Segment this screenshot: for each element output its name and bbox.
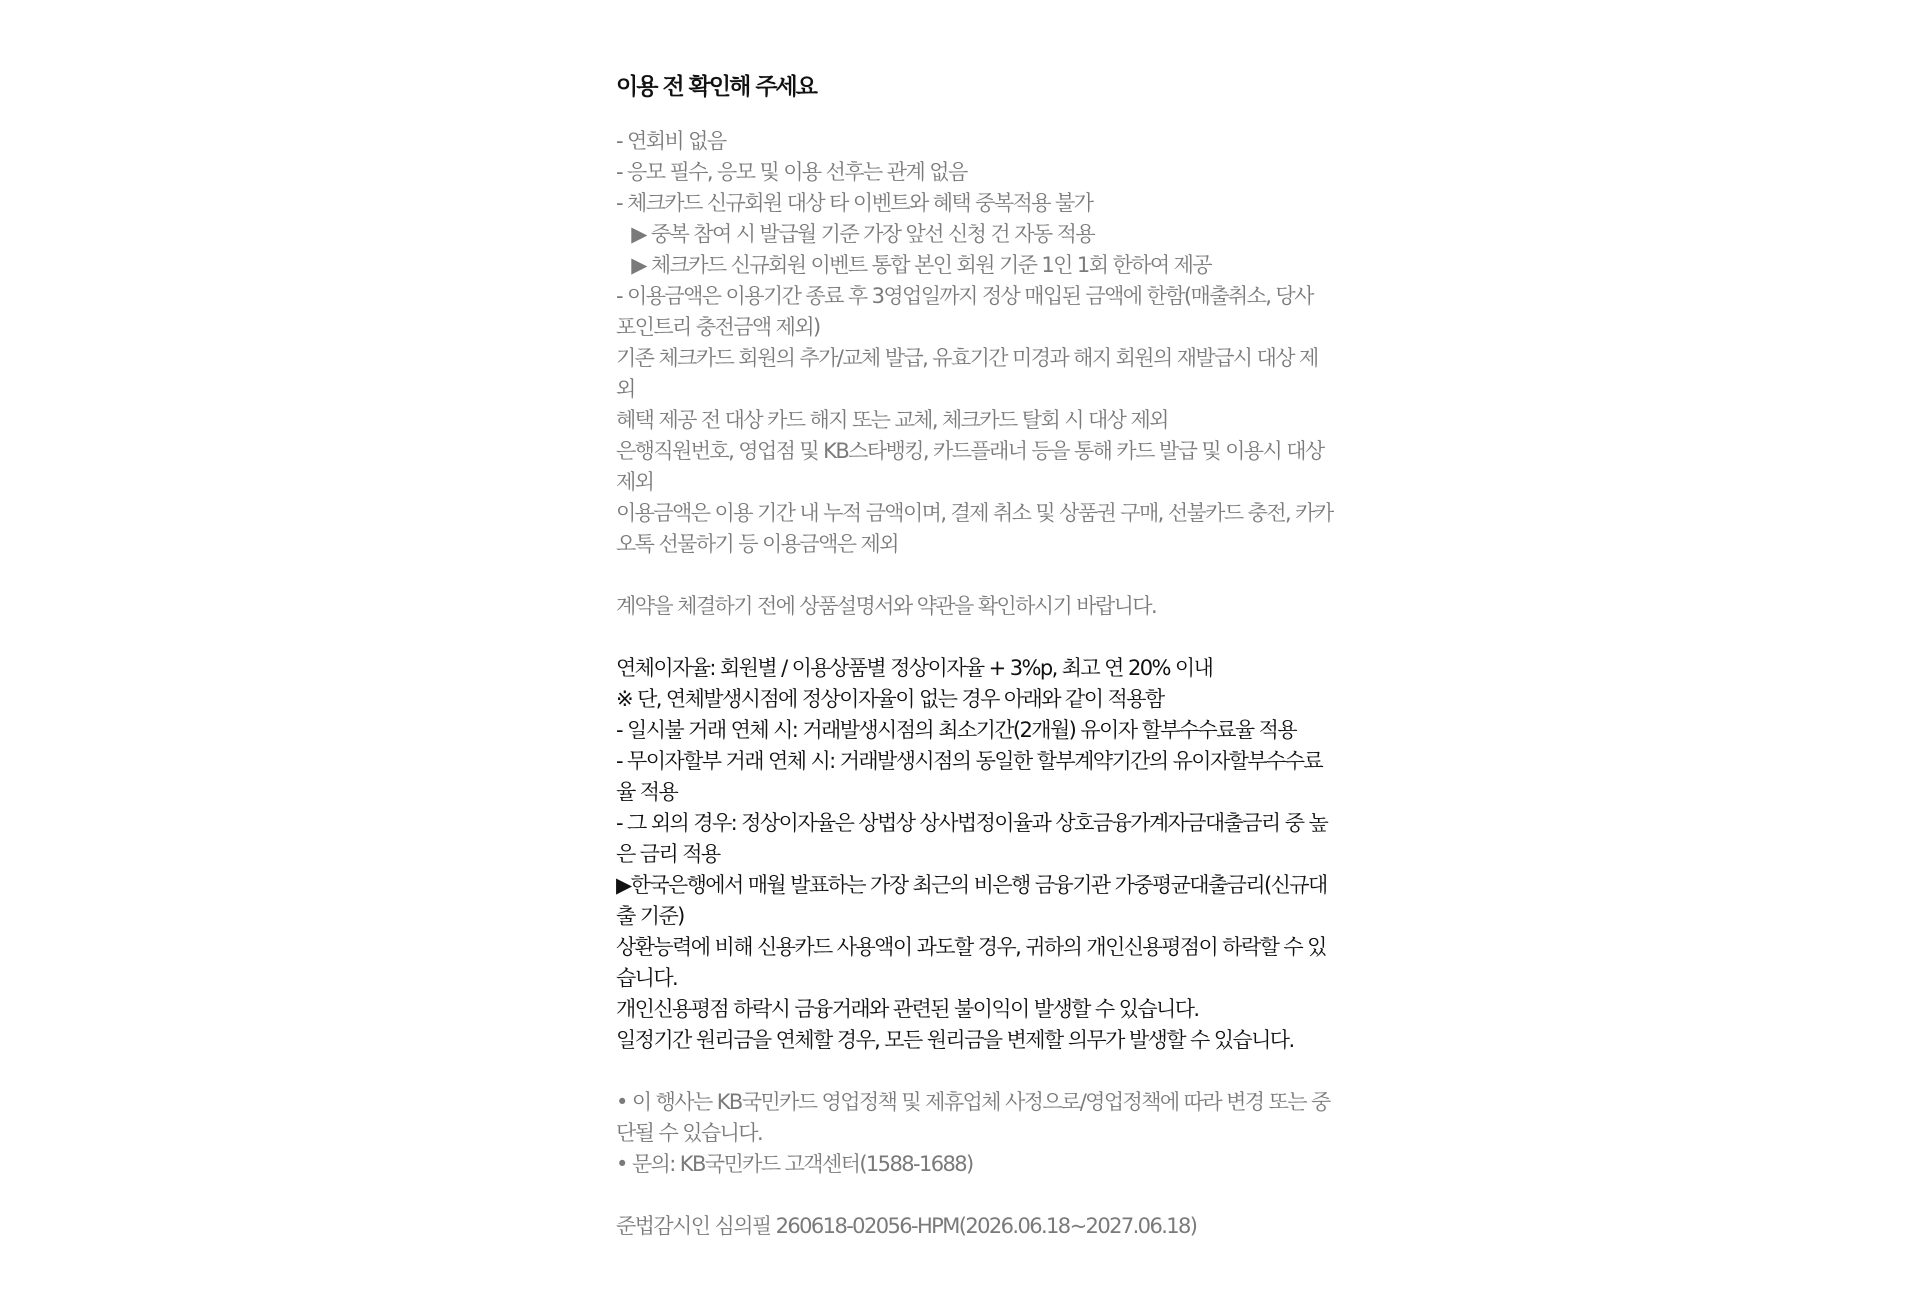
usage-note-item: 이용금액은 이용 기간 내 누적 금액이며, 결제 취소 및 상품권 구매, 선불카드 충전, 카카오톡 선물하기 등 이용금액은 제외	[616, 501, 1333, 556]
usage-note-item: - 이용금액은 이용기간 종료 후 3영업일까지 정상 매입된 금액에 한함(매출취소, 당사 포인트리 충전금액 제외)	[616, 284, 1313, 339]
contract-notice: 계약을 체결하기 전에 상품설명서와 약관을 확인하시기 바랍니다.	[616, 594, 1157, 618]
usage-notes	[616, 126, 1336, 560]
interest-note-item: 일정기간 원리금을 연체할 경우, 모든 원리금을 변제할 의무가 발생할 수 있습니다.	[616, 1028, 1294, 1052]
contract-notice-section	[616, 591, 1336, 622]
interest-note-item: 연체이자율: 회원별 / 이용상품별 정상이자율 + 3%p, 최고 연 20% 이내	[616, 656, 1213, 680]
usage-note-item: - 응모 필수, 응모 및 이용 선후는 관계 없음	[616, 160, 967, 184]
spacer	[616, 560, 1336, 591]
event-note-item: • 이 행사는 KB국민카드 영업정책 및 제휴업체 사정으로/영업정책에 따라 변경 또는 중단될 수 있습니다.	[616, 1090, 1330, 1145]
spacer	[616, 622, 1336, 653]
notice-container	[616, 70, 1336, 1242]
interest-note-item: ▶한국은행에서 매월 발표하는 가장 최근의 비은행 금융기관 가중평균대출금리(신규대출 기준)	[616, 873, 1327, 928]
interest-note-item: 상환능력에 비해 신용카드 사용액이 과도할 경우, 귀하의 개인신용평점이 하락할 수 있습니다.	[616, 935, 1326, 990]
usage-note-item: - 연회비 없음	[616, 129, 726, 153]
usage-note-subitem: ▶ 중복 참여 시 발급월 기준 가장 앞선 신청 건 자동 적용	[616, 222, 1095, 246]
usage-note-item: - 체크카드 신규회원 대상 타 이벤트와 혜택 중복적용 불가	[616, 191, 1093, 215]
spacer	[616, 1056, 1336, 1087]
interest-note-item: 개인신용평점 하락시 금융거래와 관련된 불이익이 발생할 수 있습니다.	[616, 997, 1199, 1021]
compliance-section	[616, 1211, 1336, 1242]
event-notes	[616, 1087, 1336, 1180]
usage-note-subitem: ▶ 체크카드 신규회원 이벤트 통합 본인 회원 기준 1인 1회 한하여 제공	[616, 253, 1211, 277]
interest-note-item: - 일시불 거래 연체 시: 거래발생시점의 최소기간(2개월) 유이자 할부수수료율 적용	[616, 718, 1297, 742]
usage-note-item: 은행직원번호, 영업점 및 KB스타뱅킹, 카드플래너 등을 통해 카드 발급 및 이용시 대상 제외	[616, 439, 1324, 494]
interest-note-item: ※ 단, 연체발생시점에 정상이자율이 없는 경우 아래와 같이 적용함	[616, 687, 1164, 711]
notice-title: 이용 전 확인해 주세요	[616, 74, 816, 100]
compliance-number: 준법감시인 심의필 260618-02056-HPM(2026.06.18~2027.06.18)	[616, 1214, 1197, 1238]
interest-note-item: - 그 외의 경우: 정상이자율은 상법상 상사법정이율과 상호금융가계자금대출금리 중 높은 금리 적용	[616, 811, 1328, 866]
event-note-item: • 문의: KB국민카드 고객센터(1588-1688)	[616, 1152, 973, 1176]
spacer	[616, 1180, 1336, 1211]
interest-notes	[616, 653, 1336, 1056]
usage-note-item: 기존 체크카드 회원의 추가/교체 발급, 유효기간 미경과 해지 회원의 재발급시 대상 제외	[616, 346, 1318, 401]
usage-note-item: 혜택 제공 전 대상 카드 해지 또는 교체, 체크카드 탈회 시 대상 제외	[616, 408, 1168, 432]
interest-note-item: - 무이자할부 거래 연체 시: 거래발생시점의 동일한 할부계약기간의 유이자할부수수료율 적용	[616, 749, 1323, 804]
